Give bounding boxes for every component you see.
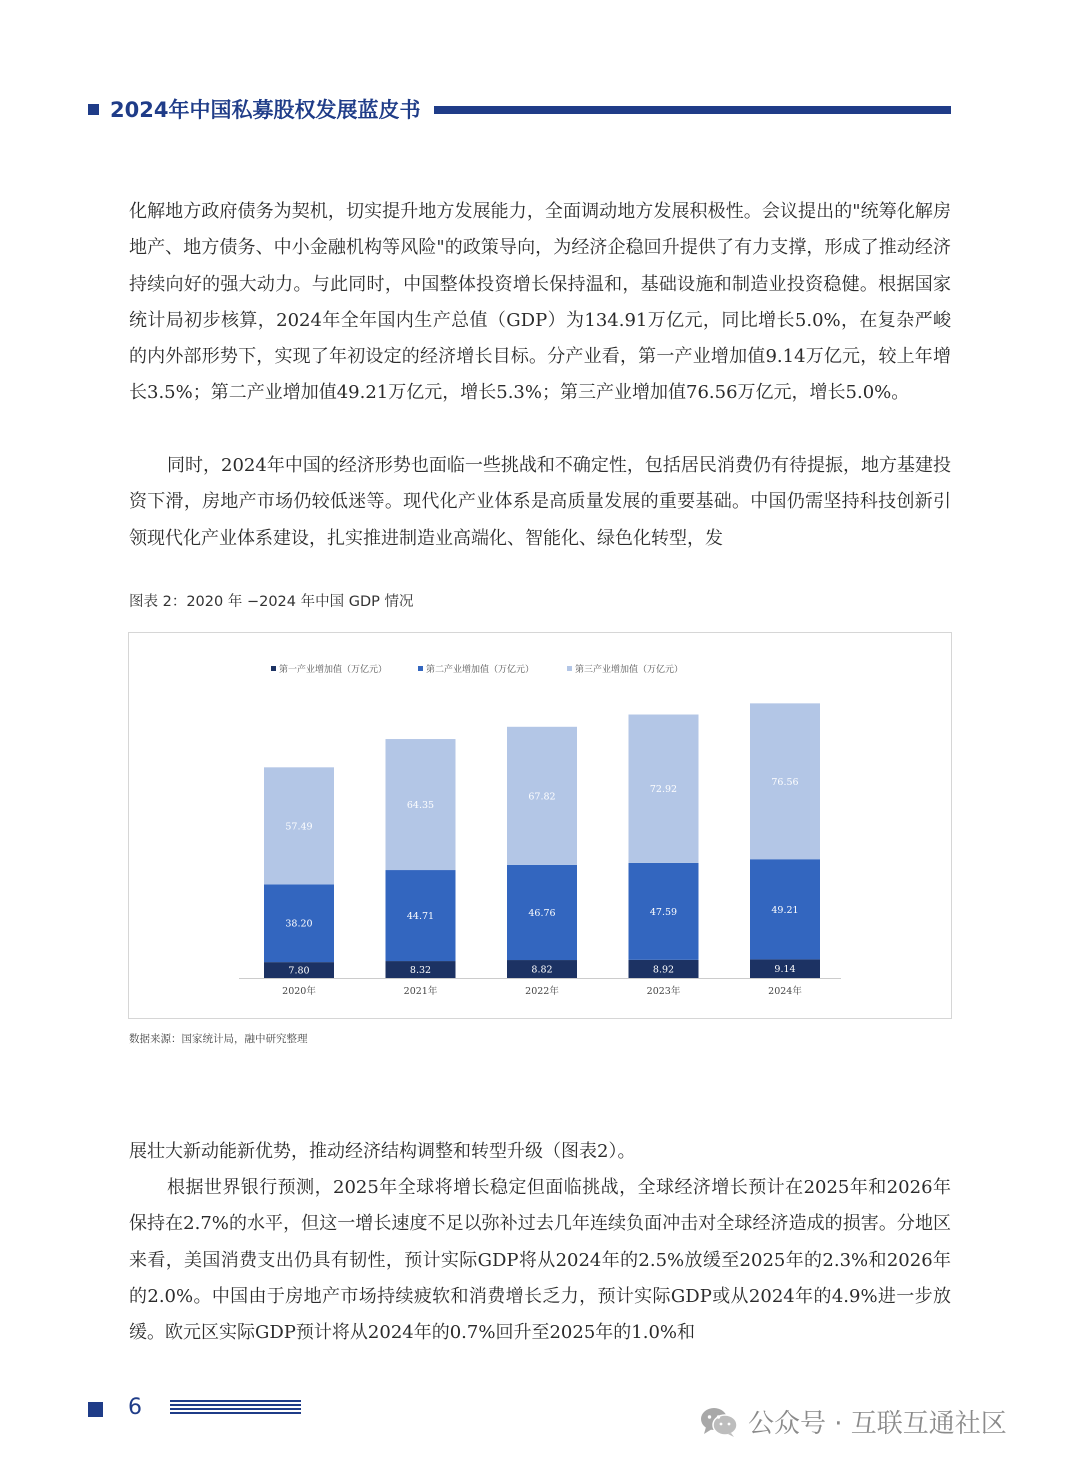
data-label: 57.49	[285, 821, 313, 833]
header-bar	[434, 106, 951, 114]
footer-square-marker	[88, 1402, 103, 1417]
x-tick-label: 2023年	[646, 986, 681, 997]
data-label: 76.56	[771, 776, 799, 788]
data-label: 72.92	[649, 784, 678, 796]
header-title: 2024年中国私募股权发展蓝皮书	[110, 98, 421, 122]
legend-label: 第一产业增加值（万亿元）	[279, 665, 388, 675]
wechat-icon	[700, 1406, 738, 1438]
figure-caption: 图表 2：2020 年 −2024 年中国 GDP 情况	[129, 594, 414, 610]
data-label: 7.80	[288, 965, 310, 977]
body-paragraph-2: 同时，2024年中国的经济形势也面临一些挑战和不确定性，包括居民消费仍有待提振，地方基建投资下滑，房地产市场仍较低迷等。现代化产业体系是高质量发展的重要基础。中国仍需坚持科技创新引领现代化产业体系建设，扎实推进制造业高端化、智能化、绿色化转型，发	[129, 455, 951, 549]
x-tick-label: 2021年	[403, 986, 438, 997]
data-label: 8.82	[531, 964, 553, 976]
legend-label: 第二产业增加值（万亿元）	[426, 665, 535, 675]
data-label: 47.59	[649, 906, 678, 918]
gdp-stacked-bar-chart	[129, 633, 951, 1018]
x-tick-label: 2022年	[525, 986, 559, 997]
legend-swatch	[567, 666, 572, 671]
chart-frame	[128, 632, 952, 1019]
data-label: 67.82	[528, 791, 556, 803]
watermark-text: 公众号 · 互联互通社区	[748, 1409, 1007, 1439]
header-square-marker	[88, 104, 99, 115]
data-label: 8.92	[652, 964, 675, 976]
watermark	[700, 1403, 1007, 1440]
legend-swatch	[418, 666, 423, 671]
data-label: 38.20	[285, 918, 313, 930]
legend-label: 第三产业增加值（万亿元）	[575, 665, 684, 675]
x-tick-label: 2020年	[282, 986, 316, 997]
body-paragraph-1: 化解地方政府债务为契机，切实提升地方发展能力，全面调动地方发展积极性。会议提出的"统筹化解房地产、地方债务、中小金融机构等风险"的政策导向，为经济企稳回升提供了有力支撑，形成了推动经济持续向好的强大动力。与此同时，中国整体投资增长保持温和，基础设施和制造业投资稳健。根据国家统计局初步核算，2024年全年国内生产总值（GDP）为134.91万亿元，同比增长5.0%，在复杂严峻的内外部形势下，实现了年初设定的经济增长目标。分产业看，第一产业增加值9.14万亿元，较上年增长3.5%；第二产业增加值49.21万亿元，增长5.3%；第三产业增加值76.56万亿元，增长5.0%。	[129, 201, 951, 404]
data-label: 44.71	[406, 911, 435, 923]
x-tick-label: 2024年	[768, 986, 802, 997]
data-label: 64.35	[406, 800, 435, 812]
data-label: 46.76	[528, 907, 556, 919]
data-label: 8.32	[409, 965, 432, 977]
body-paragraph-3: 展壮大新动能新优势，推动经济结构调整和转型升级（图表2）。	[129, 1141, 636, 1162]
body-paragraph-4: 根据世界银行预测，2025年全球将增长稳定但面临挑战，全球经济增长预计在2025年和2026年保持在2.7%的水平，但这一增长速度不足以弥补过去几年连续负面冲击对全球经济造成的损害。分地区来看，美国消费支出仍具有韧性，预计实际GDP将从2024年的2.5%放缓至2025年的2.3%和2026年的2.0%。中国由于房地产市场持续疲软和消费增长乏力，预计实际GDP或从2024年的4.9%进一步放缓。欧元区实际GDP预计将从2024年的0.7%回升至2025年的1.0%和	[129, 1177, 951, 1344]
footer-decorative-lines	[170, 1400, 301, 1418]
data-label: 49.21	[771, 904, 799, 916]
page-number: 6	[128, 1395, 142, 1420]
legend-swatch	[271, 666, 276, 671]
figure-source: 数据来源：国家统计局，融中研究整理	[129, 1033, 308, 1045]
data-label: 9.14	[774, 964, 796, 976]
